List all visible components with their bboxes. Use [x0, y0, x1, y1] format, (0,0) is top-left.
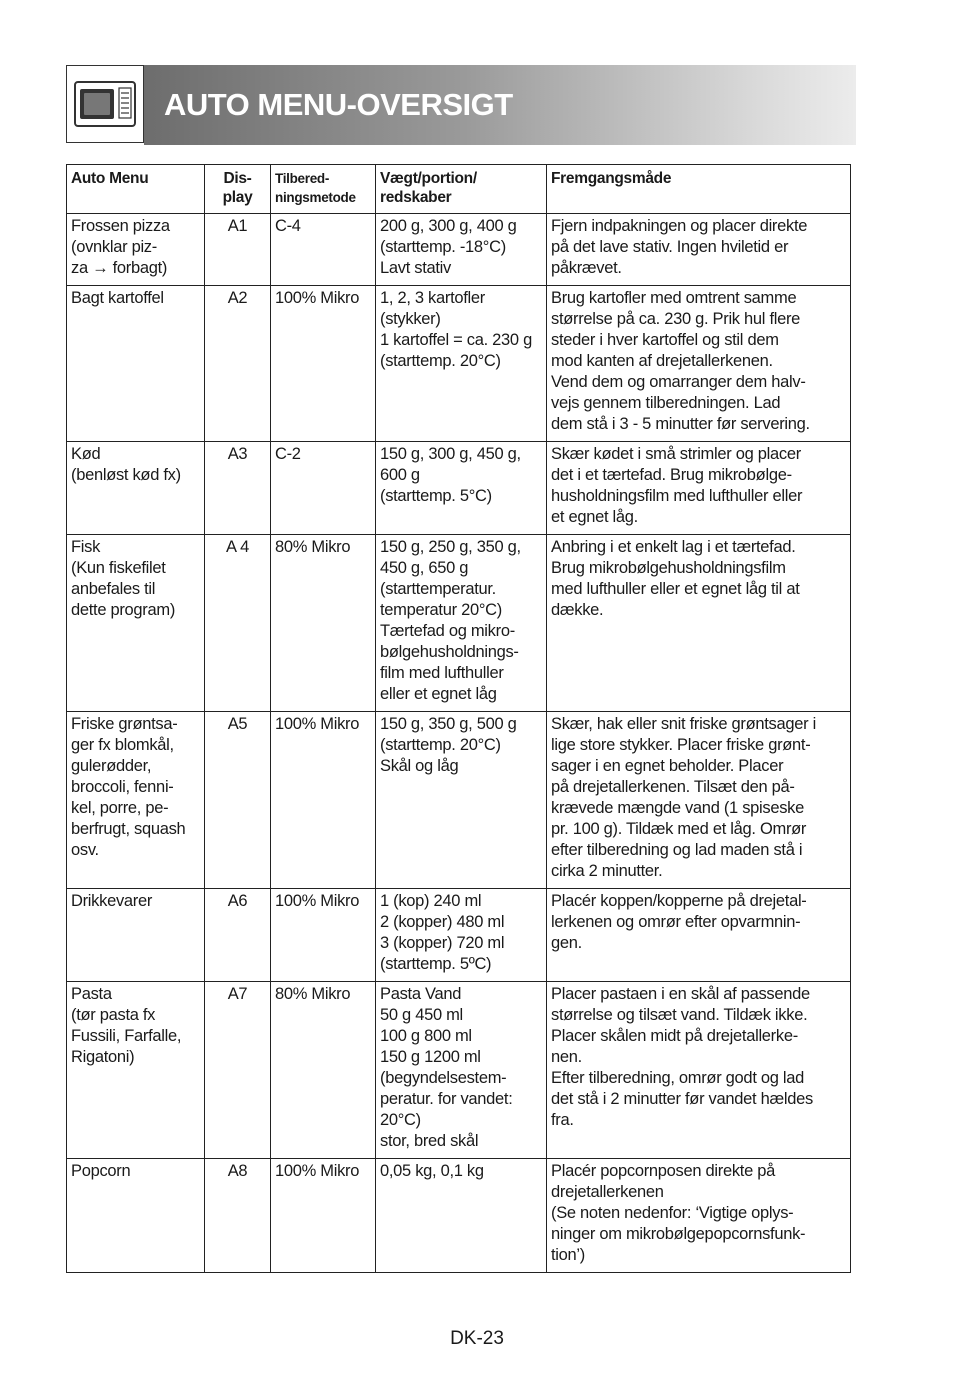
- procedure-cell: Skær, hak eller snit friske grøntsager i lige store stykker. Placer friske grønt- sager i en egnet beholder. Placer på drejetallerkenen. Tilsæt den på- krævede mængde vand (1 spiseske pr. 100 g). Tildæk med et låg. Omrør efter tilberedning og lad maden stå i cirka 2 minutter.: [547, 712, 851, 889]
- menu-cell: Kød (benløst kød fx): [67, 442, 205, 535]
- column-header: Dis- play: [205, 165, 271, 214]
- procedure-cell: Placér popcornposen direkte på drejetallerkenen (Se noten nedenfor: ‘Vigtige oplys- ninger om mikrobølgepopcornsfunk- tion’): [547, 1159, 851, 1273]
- table-row: [67, 535, 851, 712]
- weight-cell: 0,05 kg, 0,1 kg: [376, 1159, 547, 1273]
- method-cell: C-4: [271, 214, 376, 286]
- column-header: Auto Menu: [67, 165, 205, 214]
- page-header: [66, 65, 856, 145]
- page-number: DK-23: [450, 1328, 504, 1349]
- table-row: [67, 214, 851, 286]
- display-cell: A6: [205, 889, 271, 982]
- weight-cell: 1, 2, 3 kartofler (stykker) 1 kartoffel = ca. 230 g (starttemp. 20°C): [376, 286, 547, 442]
- procedure-cell: Fjern indpakningen og placer direkte på det lave stativ. Ingen hviletid er påkrævet.: [547, 214, 851, 286]
- display-cell: A1: [205, 214, 271, 286]
- display-cell: A 4: [205, 535, 271, 712]
- menu-cell: Pasta (tør pasta fx Fussili, Farfalle, Rigatoni): [67, 982, 205, 1159]
- display-cell: A2: [205, 286, 271, 442]
- table-row: [67, 442, 851, 535]
- menu-cell: Fisk (Kun fiskefilet anbefales til dette program): [67, 535, 205, 712]
- weight-cell: Pasta Vand 50 g 450 ml 100 g 800 ml 150 g 1200 ml (begyndelsestem- peratur. for vandet: 20°C) stor, bred skål: [376, 982, 547, 1159]
- menu-cell: Friske grøntsa- ger fx blomkål, gulerødder, broccoli, fenni- kel, porre, pe- berfrugt, squash osv.: [67, 712, 205, 889]
- menu-cell: Popcorn: [67, 1159, 205, 1273]
- page-title: AUTO MENU-OVERSIGT: [164, 87, 513, 122]
- procedure-cell: Placer pastaen i en skål af passende størrelse og tilsæt vand. Tildæk ikke. Placer skålen midt på drejetallerke- nen. Efter tilberedning, omrør godt og lad det stå i 2 minutter før vandet hældes fra.: [547, 982, 851, 1159]
- weight-cell: 150 g, 300 g, 450 g, 600 g (starttemp. 5°C): [376, 442, 547, 535]
- column-header: Vægt/portion/ redskaber: [376, 165, 547, 214]
- weight-cell: 200 g, 300 g, 400 g (starttemp. -18°C) Lavt stativ: [376, 214, 547, 286]
- method-cell: 100% Mikro: [271, 712, 376, 889]
- menu-cell: Drikkevarer: [67, 889, 205, 982]
- method-cell: 100% Mikro: [271, 286, 376, 442]
- procedure-cell: Brug kartofler med omtrent samme størrelse på ca. 230 g. Prik hul flere steder i hver kartoffel og stil dem mod kanten af drejetallerkenen. Vend dem og omarranger dem halv- vejs gennem tilberedningen. Lad dem stå i 3 - 5 minutter før servering.: [547, 286, 851, 442]
- method-cell: 80% Mikro: [271, 535, 376, 712]
- menu-cell: Frossen pizza (ovnklar piz- za → forbagt): [67, 214, 205, 286]
- weight-cell: 1 (kop) 240 ml 2 (kopper) 480 ml 3 (kopper) 720 ml (starttemp. 5ºC): [376, 889, 547, 982]
- table-header-row: [67, 165, 851, 214]
- weight-cell: 150 g, 350 g, 500 g (starttemp. 20°C) Skål og låg: [376, 712, 547, 889]
- procedure-cell: Anbring i et enkelt lag i et tærtefad. Brug mikrobølgehusholdningsfilm med lufthuller eller et egnet låg til at dække.: [547, 535, 851, 712]
- display-cell: A8: [205, 1159, 271, 1273]
- table-row: [67, 712, 851, 889]
- method-cell: 100% Mikro: [271, 1159, 376, 1273]
- table-row: [67, 889, 851, 982]
- procedure-cell: Placér koppen/kopperne på drejetal- lerkenen og omrør efter opvarmnin- gen.: [547, 889, 851, 982]
- method-cell: C-2: [271, 442, 376, 535]
- menu-cell: Bagt kartoffel: [67, 286, 205, 442]
- table-row: [67, 1159, 851, 1273]
- procedure-cell: Skær kødet i små strimler og placer det i et tærtefad. Brug mikrobølge- husholdningsfilm med lufthuller eller et egnet låg.: [547, 442, 851, 535]
- microwave-icon-box: [66, 65, 144, 143]
- column-header: Tilbered- ningsmetode: [271, 165, 376, 214]
- display-cell: A5: [205, 712, 271, 889]
- auto-menu-table: [66, 164, 851, 1273]
- weight-cell: 150 g, 250 g, 350 g, 450 g, 650 g (starttemperatur. temperatur 20°C) Tærtefad og mikro- bølgehusholdnings- film med lufthuller eller et egnet låg: [376, 535, 547, 712]
- title-band: [144, 65, 856, 145]
- microwave-icon: [73, 79, 137, 129]
- column-header: Fremgangsmåde: [547, 165, 851, 214]
- method-cell: 100% Mikro: [271, 889, 376, 982]
- table-row: [67, 286, 851, 442]
- method-cell: 80% Mikro: [271, 982, 376, 1159]
- display-cell: A7: [205, 982, 271, 1159]
- display-cell: A3: [205, 442, 271, 535]
- table-row: [67, 982, 851, 1159]
